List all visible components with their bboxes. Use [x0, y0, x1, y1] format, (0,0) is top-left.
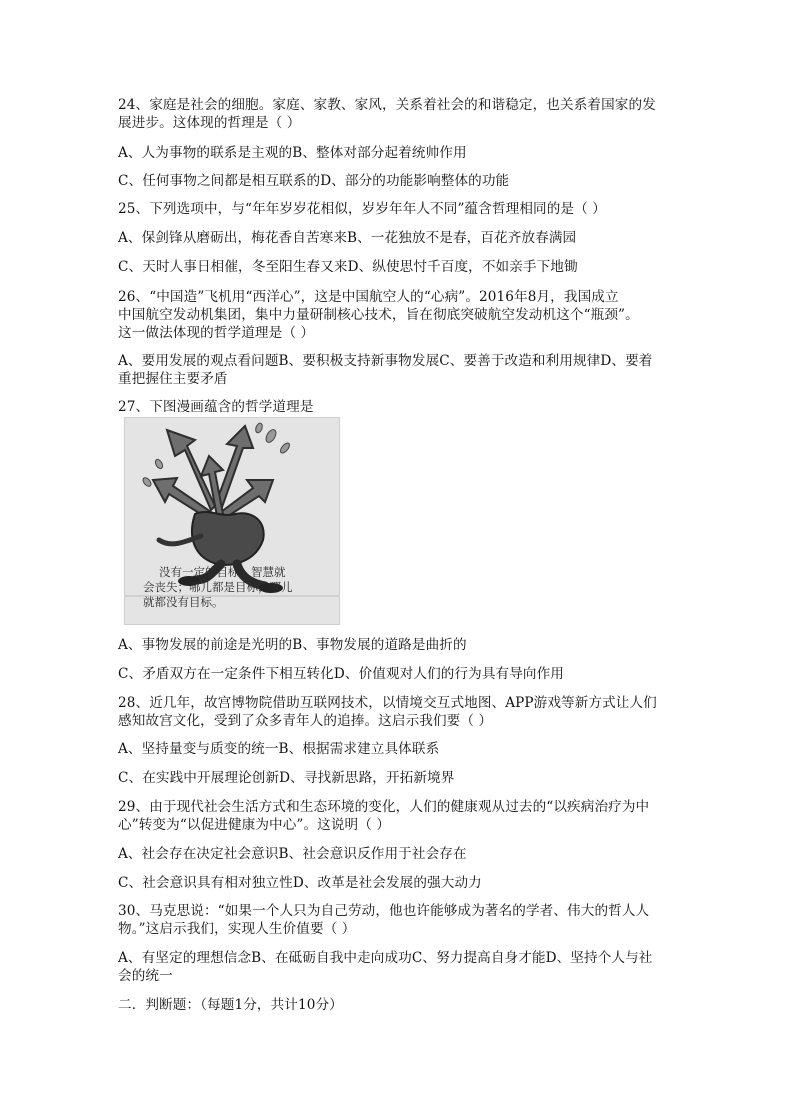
q28-stem-line-1: 28、近几年，故宫博物院借助互联网技术，以情境交互式地图、APP游戏等新方式让人们 [118, 695, 657, 711]
q30-stem-line-1: 30、马克思说：“如果一个人只为自己劳动，他也许能够成为著名的学者、伟大的哲人人 [118, 903, 650, 919]
cartoon-caption-line-3: 就都没有目标。 [143, 595, 224, 609]
q29-option-ab: A、社会存在决定社会意识B、社会意识反作用于社会存在 [118, 846, 467, 862]
section-title: 二．判断题：（每题1分，共计10分） [118, 997, 343, 1013]
q27-option-ab: A、事物发展的前途是光明的B、事物发展的道路是曲折的 [118, 637, 467, 653]
q26-options-line-2: 重把握住主要矛盾 [118, 371, 228, 387]
q29-stem-line-2: 心”转变为“以促进健康为中心”。这说明（ ） [118, 817, 391, 833]
cartoon-caption-line-1: 没有一定的目标，智慧就 [159, 565, 286, 579]
q30-options-line-2: 会的统一 [118, 968, 173, 984]
q29-stem-line-1: 29、由于现代社会生活方式和生态环境的变化，人们的健康观从过去的“以疾病治疗为中 [118, 799, 650, 815]
q26-stem-line-3: 这一做法体现的哲学道理是（ ） [118, 325, 315, 341]
cartoon-image [124, 417, 340, 625]
q29-option-cd: C、社会意识具有相对独立性D、改革是社会发展的强大动力 [118, 875, 482, 891]
q25-option-ab: A、保剑锋从磨砺出，梅花香自苦寒来B、一花独放不是春，百花齐放春满园 [118, 230, 577, 246]
q24-option-cd: C、任何事物之间都是相互联系的D、部分的功能影响整体的功能 [118, 173, 510, 189]
q28-stem-line-2: 感知故宫文化，受到了众多青年人的追捧。这启示我们要（ ） [118, 713, 493, 729]
q27-option-cd: C、矛盾双方在一定条件下相互转化D、价值观对人们的行为具有导向作用 [118, 666, 565, 682]
q26-stem-line-2: 中国航空发动机集团，集中力量研制核心技术，旨在彻底突破航空发动机这个“瓶颈”。 [118, 307, 639, 323]
q25-option-cd: C、天时人事日相催，冬至阳生春又来D、纵使思忖千百度，不如亲手下地锄 [118, 259, 578, 275]
q26-stem-line-1: 26、“中国造”飞机用“西洋心”，这是中国航空人的“心病”。2016年8月，我国成立 [118, 289, 619, 305]
q24-stem-line-1: 24、家庭是社会的细胞。家庭、家教、家风，关系着社会的和谐稳定，也关系着国家的发 [118, 97, 656, 113]
q28-option-cd: C、在实践中开展理论创新D、寻找新思路，开拓新境界 [118, 770, 455, 786]
cartoon-caption-line-2: 会丧失；哪儿都是目标，哪儿 [143, 580, 293, 594]
q26-options-line-1: A、要用发展的观点看问题B、要积极支持新事物发展C、要善于改造和利用规律D、要着 [118, 353, 653, 369]
q27-stem: 27、下图漫画蕴含的哲学道理是 [118, 399, 314, 415]
q24-stem-line-2: 展进步。这体现的哲理是（ ） [118, 115, 301, 131]
q25-stem: 25、下列选项中，与“年年岁岁花相似，岁岁年年人不同”蕴含哲理相同的是（ ） [118, 201, 606, 217]
q30-stem-line-2: 物。”这启示我们，实现人生价值要（ ） [118, 921, 356, 937]
q28-option-ab: A、坚持量变与质变的统一B、根据需求建立具体联系 [118, 741, 440, 757]
q24-option-ab: A、人为事物的联系是主观的B、整体对部分起着统帅作用 [118, 145, 467, 161]
q30-options-line-1: A、有坚定的理想信念B、在砥砺自我中走向成功C、努力提高自身才能D、坚持个人与社 [118, 950, 653, 966]
